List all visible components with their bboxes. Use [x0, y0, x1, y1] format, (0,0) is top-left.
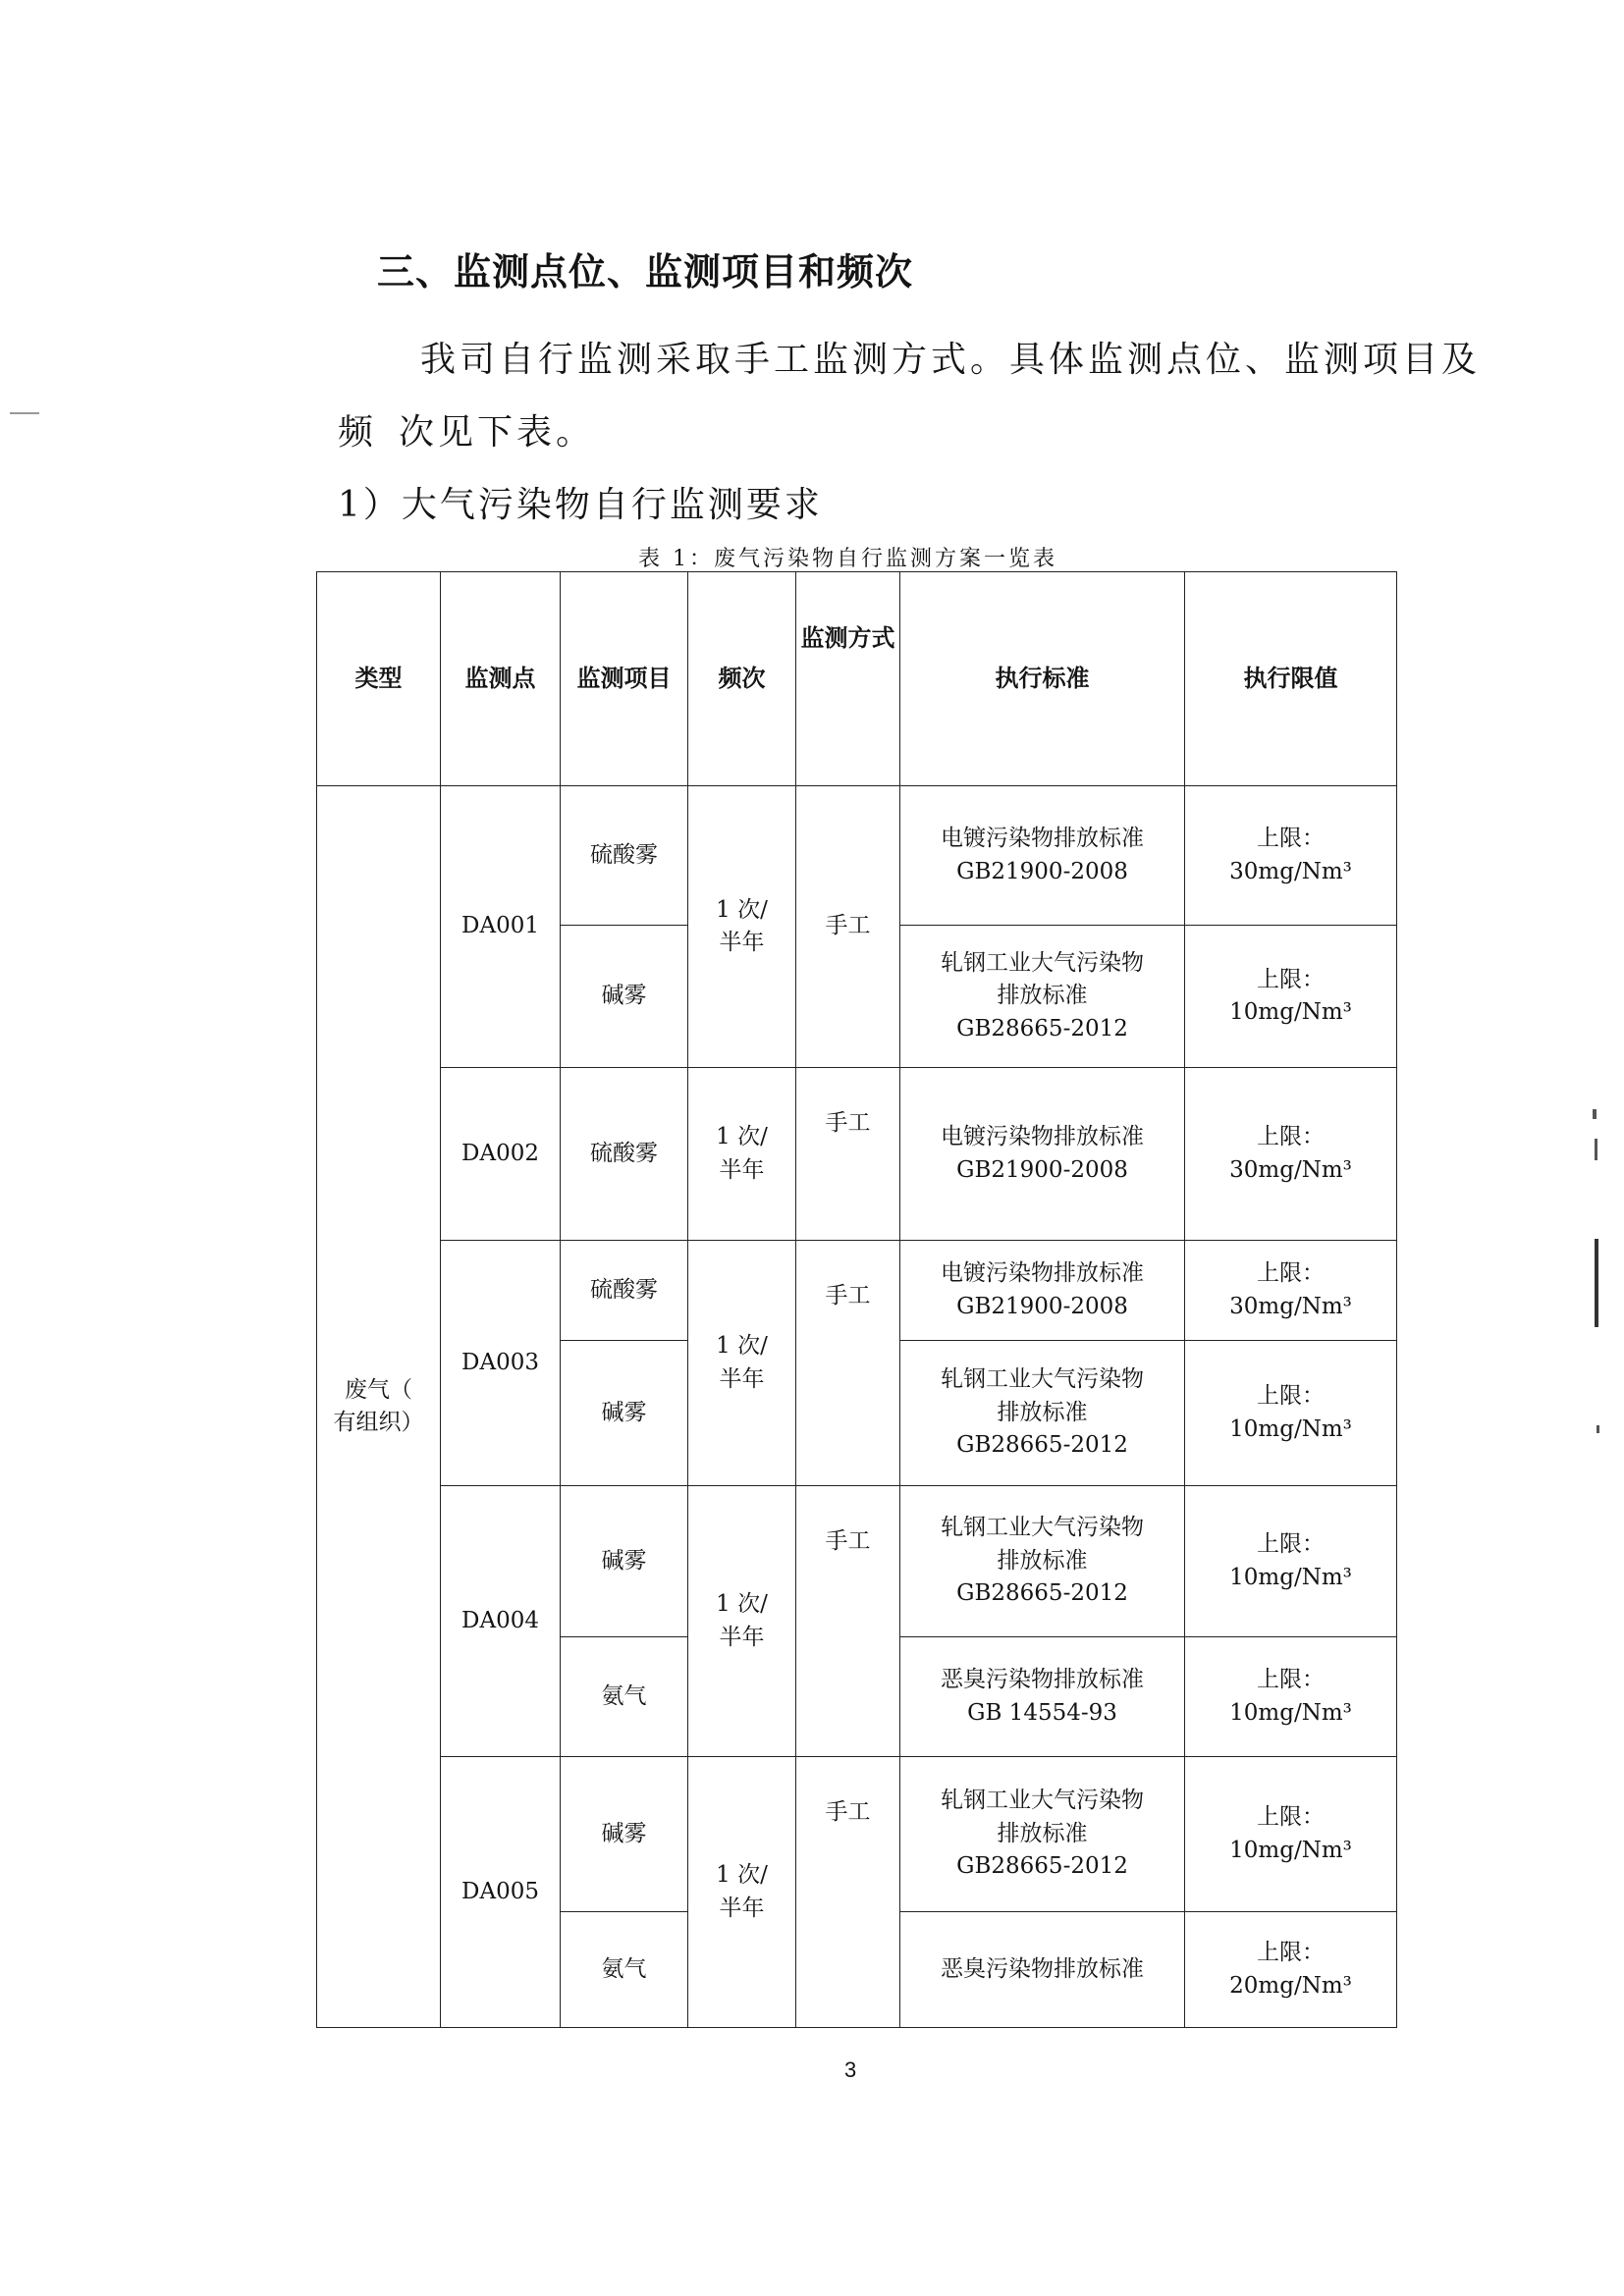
header-standard: 执行标准 — [900, 572, 1185, 786]
category-cell: 废气（ 有组织） — [317, 786, 441, 2028]
point-cell: DA003 — [441, 1241, 561, 1486]
method-cell: 手工 — [796, 1241, 900, 1486]
item-cell: 碱雾 — [561, 1341, 688, 1486]
standard-cell: 轧钢工业大气污染物 排放标准 GB28665-2012 — [900, 1757, 1185, 1912]
frequency-cell: 1 次/ 半年 — [688, 1241, 796, 1486]
section-heading: 三、监测点位、监测项目和频次 — [377, 250, 914, 294]
frequency-cell: 1 次/ 半年 — [688, 786, 796, 1068]
item-cell: 碱雾 — [561, 926, 688, 1068]
frequency-cell: 1 次/ 半年 — [688, 1068, 796, 1241]
method-cell: 手工 — [796, 1486, 900, 1757]
table-row — [317, 1241, 1397, 1341]
scan-artifact — [10, 412, 39, 414]
intro-paragraph-line-2: 频 次见下表。 — [338, 412, 596, 453]
header-item: 监测项目 — [561, 572, 688, 786]
table-row — [317, 786, 1397, 926]
scan-artifact — [1597, 1425, 1599, 1433]
frequency-cell: 1 次/ 半年 — [688, 1757, 796, 2028]
limit-cell: 上限： 10mg/Nm³ — [1185, 1486, 1397, 1637]
standard-cell: 电镀污染物排放标准 GB21900-2008 — [900, 1068, 1185, 1241]
header-limit: 执行限值 — [1185, 572, 1397, 786]
scan-artifact — [1595, 1239, 1598, 1327]
method-cell: 手工 — [796, 1068, 900, 1241]
point-cell: DA002 — [441, 1068, 561, 1241]
limit-cell: 上限： 30mg/Nm³ — [1185, 786, 1397, 926]
item-cell: 硫酸雾 — [561, 1068, 688, 1241]
point-cell: DA004 — [441, 1486, 561, 1757]
page-number: 3 — [844, 2057, 857, 2082]
limit-cell: 上限： 30mg/Nm³ — [1185, 1241, 1397, 1341]
item-cell: 氨气 — [561, 1637, 688, 1757]
table-header-row — [317, 572, 1397, 786]
item-cell: 碱雾 — [561, 1486, 688, 1637]
standard-cell: 恶臭污染物排放标准 GB 14554-93 — [900, 1637, 1185, 1757]
limit-cell: 上限： 10mg/Nm³ — [1185, 1341, 1397, 1486]
monitoring-plan-table — [316, 571, 1397, 2028]
point-cell: DA005 — [441, 1757, 561, 2028]
point-cell: DA001 — [441, 786, 561, 1068]
scan-artifact — [1593, 1109, 1597, 1119]
standard-cell: 轧钢工业大气污染物 排放标准 GB28665-2012 — [900, 1341, 1185, 1486]
item-cell: 硫酸雾 — [561, 1241, 688, 1341]
item-cell: 氨气 — [561, 1912, 688, 2028]
standard-cell: 恶臭污染物排放标准 — [900, 1912, 1185, 2028]
table-row — [317, 1486, 1397, 1637]
scan-artifact — [1595, 1139, 1597, 1160]
limit-cell: 上限： 20mg/Nm³ — [1185, 1912, 1397, 2028]
limit-cell: 上限： 10mg/Nm³ — [1185, 1757, 1397, 1912]
intro-paragraph-line-1: 我司自行监测采取手工监测方式。具体监测点位、监测项目及 — [420, 340, 1482, 380]
header-type: 类型 — [317, 572, 441, 786]
standard-cell: 电镀污染物排放标准 GB21900-2008 — [900, 1241, 1185, 1341]
frequency-cell: 1 次/ 半年 — [688, 1486, 796, 1757]
standard-cell: 轧钢工业大气污染物 排放标准 GB28665-2012 — [900, 926, 1185, 1068]
limit-cell: 上限： 30mg/Nm³ — [1185, 1068, 1397, 1241]
method-cell: 手工 — [796, 1757, 900, 2028]
limit-cell: 上限： 10mg/Nm³ — [1185, 926, 1397, 1068]
table-row — [317, 1068, 1397, 1241]
method-cell: 手工 — [796, 786, 900, 1068]
header-method: 监测方式 — [796, 572, 900, 786]
header-point: 监测点 — [441, 572, 561, 786]
limit-cell: 上限： 10mg/Nm³ — [1185, 1637, 1397, 1757]
standard-cell: 电镀污染物排放标准 GB21900-2008 — [900, 786, 1185, 926]
subsection-heading: 1）大气污染物自行监测要求 — [338, 485, 823, 525]
table-caption: 表 1：废气污染物自行监测方案一览表 — [638, 547, 1057, 571]
item-cell: 碱雾 — [561, 1757, 688, 1912]
header-frequency: 频次 — [688, 572, 796, 786]
item-cell: 硫酸雾 — [561, 786, 688, 926]
table-row — [317, 1757, 1397, 1912]
standard-cell: 轧钢工业大气污染物 排放标准 GB28665-2012 — [900, 1486, 1185, 1637]
